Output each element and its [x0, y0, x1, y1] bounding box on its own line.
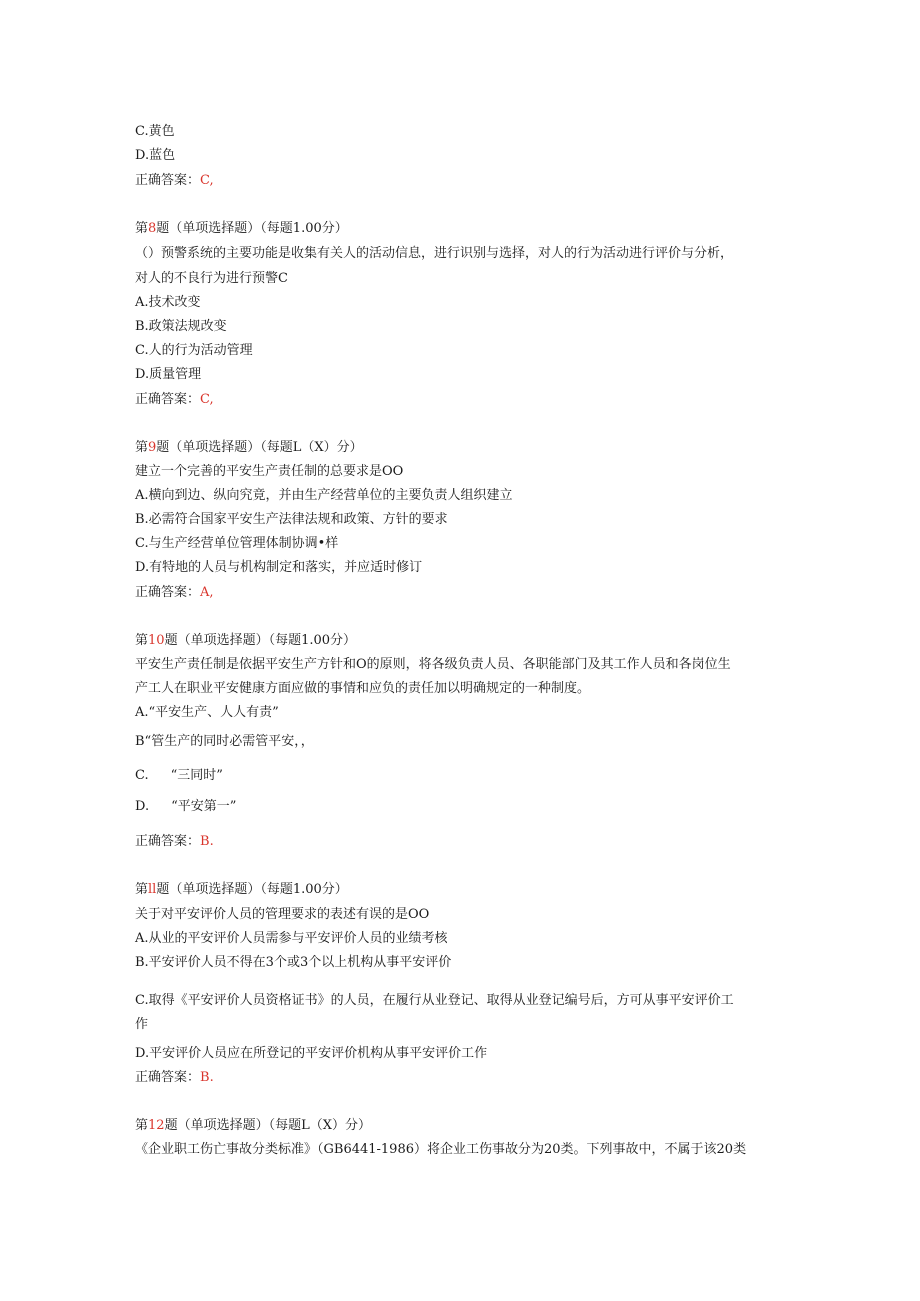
option-b: B.平安评价人员不得在3个或3个以上机构从事平安评价 [135, 955, 452, 970]
header-suffix: 题（单项选择题）（每题L（X）分） [164, 1118, 371, 1133]
answer-value: C, [200, 173, 214, 188]
answer-line [135, 391, 795, 409]
header-prefix: 第 [135, 1118, 149, 1133]
answer-label: 正确答案： [135, 173, 201, 188]
answer-value: C, [200, 392, 214, 407]
answer-label: 正确答案： [135, 834, 201, 849]
option-d: D.质量管理 [135, 367, 202, 382]
option-text: “三同时” [170, 768, 223, 783]
question-stem: 产工人在职业平安健康方面应做的事情和应负的责任加以明确规定的一种制度。 [135, 681, 591, 696]
option-c: C.取得《平安评价人员资格证书》的人员，在履行从业登记、取得从业登记编号后，方可从事平安评价工 [135, 993, 734, 1008]
option-c [135, 767, 795, 785]
answer-value: B. [200, 1070, 214, 1085]
option-a: A.从业的平安评价人员需参与平安评价人员的业绩考核 [135, 931, 448, 946]
header-prefix: 第 [135, 440, 149, 455]
option-text: “平安第一” [171, 799, 237, 814]
question-header [135, 632, 795, 650]
header-suffix: 题（单项选择题）（每题1.00分） [156, 882, 348, 897]
answer-line [135, 584, 795, 602]
question-header [135, 439, 795, 457]
question-stem: （）预警系统的主要功能是收集有关人的活动信息，进行识别与选择，对人的行为活动进行评价与分析， [135, 246, 734, 261]
option-a: A.“平安生产、人人有责” [135, 705, 279, 720]
option-c: C.与生产经营单位管理体制协调•样 [135, 536, 339, 551]
question-number: ll [148, 882, 157, 897]
option-letter: C. [135, 768, 149, 783]
option-b: B“管生产的同时必需管平安，， [135, 734, 314, 749]
answer-line [135, 833, 795, 851]
answer-label: 正确答案： [135, 1070, 201, 1085]
question-number: 8 [148, 221, 157, 236]
question-stem: 建立一个完善的平安生产责任制的总要求是OO [135, 464, 404, 479]
question-header [135, 881, 795, 899]
question-stem: 关于对平安评价人员的管理要求的表述有误的是OO [135, 907, 430, 922]
header-suffix: 题（单项选择题）（每题1.00分） [164, 633, 357, 648]
header-suffix: 题（单项选择题）（每题1.00分） [156, 221, 348, 236]
option-b: B.必需符合国家平安生产法律法规和政策、方针的要求 [135, 512, 448, 527]
option-d [135, 798, 795, 816]
header-prefix: 第 [135, 882, 149, 897]
question-header [135, 220, 795, 238]
question-number: 9 [148, 440, 157, 455]
option-c-continued: 作 [135, 1017, 149, 1032]
answer-value: B. [200, 834, 214, 849]
header-prefix: 第 [135, 633, 149, 648]
header-prefix: 第 [135, 221, 149, 236]
answer-label: 正确答案： [135, 392, 201, 407]
question-stem: 《企业职工伤亡事故分类标准》（GB6441-1986）将企业工伤事故分为20类。下列事故中，不属于该20类 [135, 1142, 747, 1157]
option-d: D.有特地的人员与机构制定和落实，并应适时修订 [135, 560, 423, 575]
option-d: D.蓝色 [135, 148, 176, 163]
option-a: A.横向到边、纵向究竟，并由生产经营单位的主要负责人组织建立 [135, 488, 513, 503]
answer-line [135, 172, 795, 190]
question-stem: 平安生产责任制是依据平安生产方针和O的原则，将各级负责人员、各职能部门及其工作人员和各岗位生 [135, 657, 731, 672]
answer-value: A, [200, 585, 214, 600]
option-b: B.政策法规改变 [135, 319, 227, 334]
option-a: A.技术改变 [135, 295, 201, 310]
option-d: D.平安评价人员应在所登记的平安评价机构从事平安评价工作 [135, 1046, 488, 1061]
header-suffix: 题（单项选择题）（每题L（X）分） [156, 440, 363, 455]
question-header [135, 1117, 795, 1135]
option-letter: D. [135, 799, 150, 814]
question-number: 10 [148, 633, 165, 648]
question-number: 12 [148, 1118, 165, 1133]
option-c: C.人的行为活动管理 [135, 343, 253, 358]
question-stem: 对人的不良行为进行预警C [135, 271, 288, 286]
answer-label: 正确答案： [135, 585, 201, 600]
option-c: C.黄色 [135, 124, 175, 139]
answer-line [135, 1069, 795, 1087]
